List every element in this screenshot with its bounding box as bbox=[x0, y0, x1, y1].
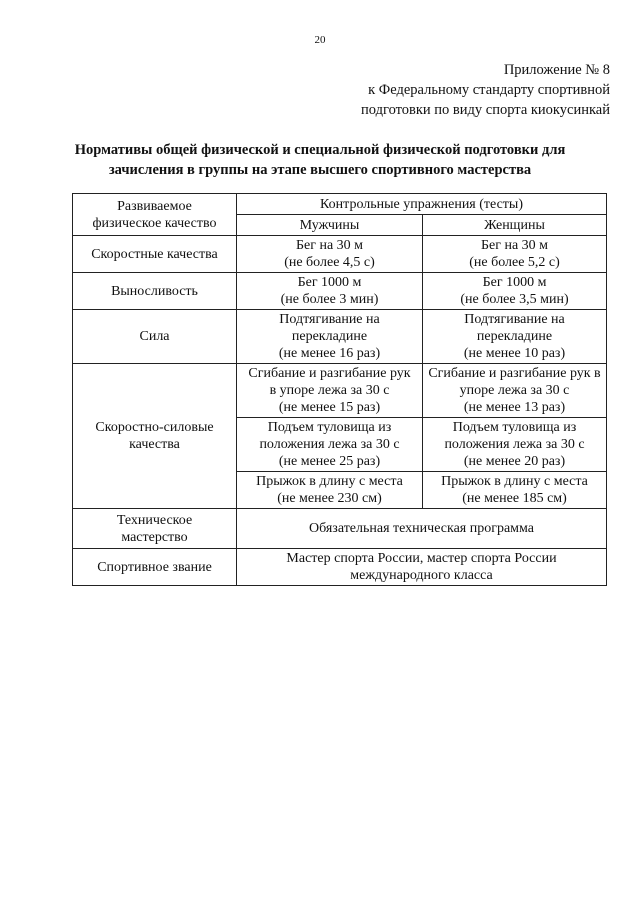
women-cell bbox=[423, 310, 607, 364]
test-norm: (не менее 25 раз) bbox=[278, 454, 381, 469]
test-norm: (не менее 185 см) bbox=[462, 491, 567, 506]
header-quality-line-2: физическое качество bbox=[92, 215, 217, 231]
men-cell bbox=[237, 364, 423, 418]
test-name: Бег 1000 м bbox=[297, 275, 362, 290]
quality-line-1: Скоростно-силовые bbox=[95, 420, 214, 435]
header-tests-cell: Контрольные упражнения (тесты) bbox=[237, 194, 607, 215]
quality-cell: Спортивное звание bbox=[73, 549, 237, 586]
header-quality-line-1: Развиваемое bbox=[117, 198, 192, 214]
test-norm: (не более 5,2 с) bbox=[469, 255, 560, 270]
quality-cell: Скоростные качества bbox=[73, 236, 237, 273]
test-name-cont: в упоре лежа за 30 с bbox=[269, 383, 390, 398]
table-row bbox=[73, 549, 607, 586]
women-cell bbox=[423, 364, 607, 418]
table-row bbox=[73, 364, 607, 418]
test-name: Сгибание и разгибание рук bbox=[248, 366, 411, 381]
test-norm: (не менее 230 см) bbox=[277, 491, 382, 506]
test-name: Прыжок в длину с места bbox=[441, 474, 588, 489]
test-name: Бег на 30 м bbox=[295, 238, 364, 253]
test-name: Подтягивание на bbox=[279, 312, 380, 327]
norms-table bbox=[72, 193, 607, 586]
table-row bbox=[73, 236, 607, 273]
appendix-header bbox=[361, 60, 610, 120]
test-norm: (не менее 16 раз) bbox=[278, 346, 381, 361]
test-norm: (не более 3,5 мин) bbox=[460, 292, 569, 307]
sport-title-line-1: Мастер спорта России, мастер спорта России bbox=[286, 551, 557, 566]
women-cell bbox=[423, 273, 607, 310]
test-name-cont: упоре лежа за 30 с bbox=[459, 383, 570, 398]
men-cell bbox=[237, 418, 423, 472]
test-norm: (не более 4,5 с) bbox=[284, 255, 375, 270]
technique-value-cell: Обязательная техническая программа bbox=[237, 509, 607, 549]
test-name: Подъем туловища из bbox=[267, 420, 392, 435]
test-name-cont: перекладине bbox=[291, 329, 368, 344]
test-name-cont: положения лежа за 30 с bbox=[259, 437, 400, 452]
table-header-row bbox=[73, 194, 607, 215]
table-row bbox=[73, 310, 607, 364]
appendix-sport: подготовки по виду спорта киокусинкай bbox=[361, 102, 610, 118]
men-cell bbox=[237, 236, 423, 273]
test-name: Подъем туловища из bbox=[452, 420, 577, 435]
test-norm: (не менее 13 раз) bbox=[463, 400, 566, 415]
header-quality-cell bbox=[73, 194, 237, 236]
test-name: Бег на 30 м bbox=[480, 238, 549, 253]
test-norm: (не менее 15 раз) bbox=[278, 400, 381, 415]
quality-cell: Выносливость bbox=[73, 273, 237, 310]
appendix-number: Приложение № 8 bbox=[503, 62, 610, 78]
women-cell bbox=[423, 472, 607, 509]
test-norm: (не менее 20 раз) bbox=[463, 454, 566, 469]
test-name-cont: перекладине bbox=[476, 329, 553, 344]
title-line-2: зачисления в группы на этапе высшего спортивного мастерства bbox=[108, 162, 532, 178]
document-title bbox=[40, 140, 600, 180]
quality-line-2: мастерство bbox=[121, 529, 188, 545]
table-row bbox=[73, 273, 607, 310]
header-men-cell: Мужчины bbox=[237, 215, 423, 236]
quality-cell bbox=[73, 509, 237, 549]
test-name: Подтягивание на bbox=[464, 312, 565, 327]
page-number: 20 bbox=[314, 34, 326, 46]
men-cell bbox=[237, 472, 423, 509]
test-name: Сгибание и разгибание рук в bbox=[428, 366, 601, 381]
header-women-cell: Женщины bbox=[423, 215, 607, 236]
table-row bbox=[73, 509, 607, 549]
test-name: Бег 1000 м bbox=[482, 275, 547, 290]
quality-line-2: качества bbox=[129, 437, 180, 452]
men-cell bbox=[237, 310, 423, 364]
appendix-standard: к Федеральному стандарту спортивной bbox=[368, 82, 610, 98]
test-name: Прыжок в длину с места bbox=[256, 474, 403, 489]
test-norm: (не менее 10 раз) bbox=[463, 346, 566, 361]
quality-cell: Сила bbox=[73, 310, 237, 364]
women-cell bbox=[423, 236, 607, 273]
sport-title-line-2: международного класса bbox=[350, 568, 493, 583]
quality-line-1: Техническое bbox=[116, 512, 193, 528]
men-cell bbox=[237, 273, 423, 310]
women-cell bbox=[423, 418, 607, 472]
test-norm: (не более 3 мин) bbox=[280, 292, 379, 307]
test-name-cont: положения лежа за 30 с bbox=[444, 437, 585, 452]
quality-cell bbox=[73, 364, 237, 509]
sport-title-value-cell bbox=[237, 549, 607, 586]
title-line-1: Нормативы общей физической и специальной физической подготовки для bbox=[74, 142, 566, 158]
